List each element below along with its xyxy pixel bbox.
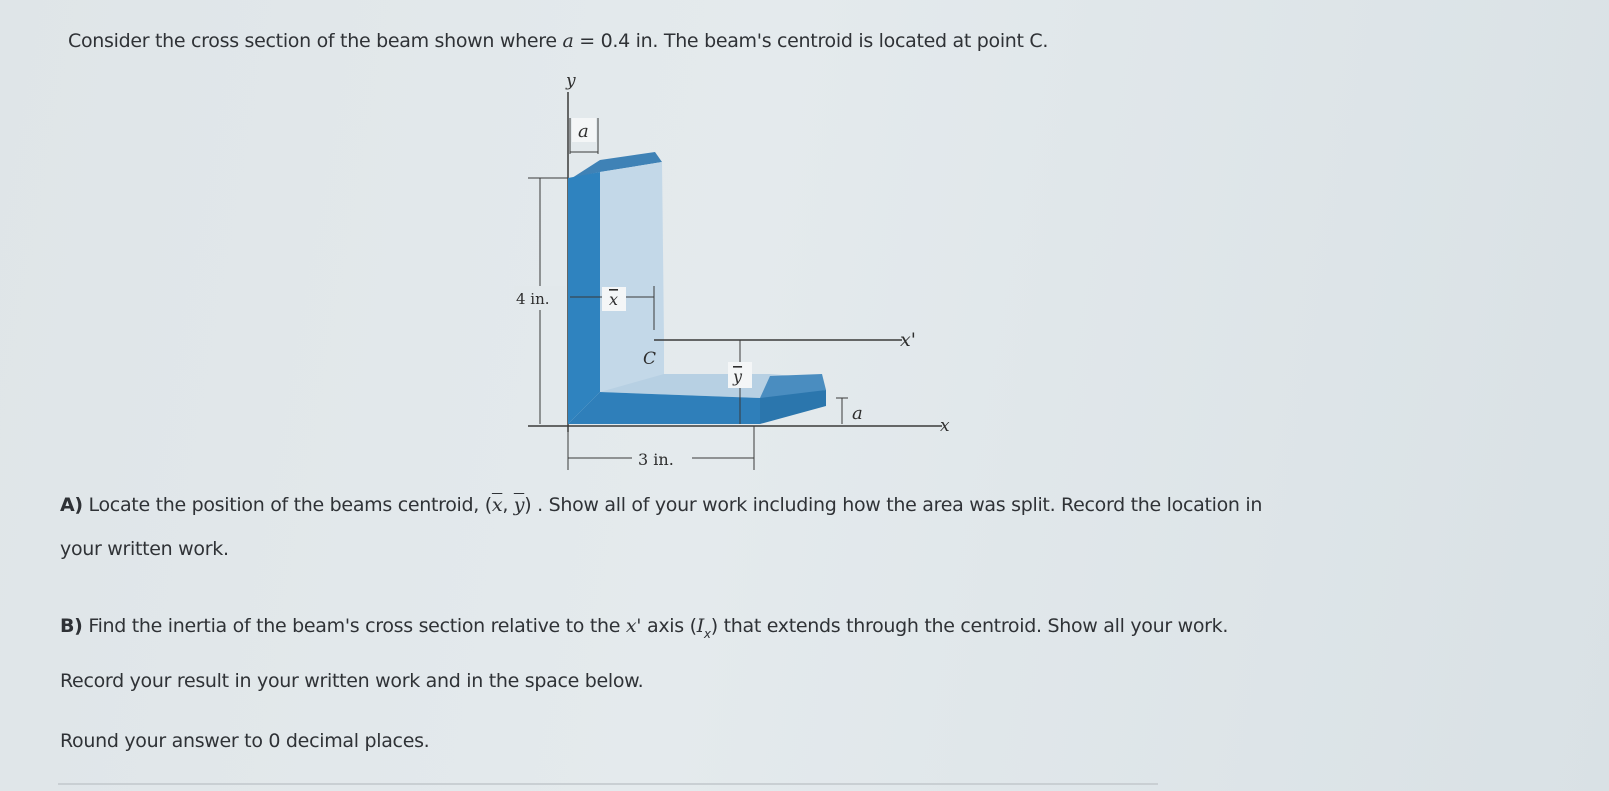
dim-4in-label: 4 in. [516,290,550,308]
part-b-text-3: ) that extends through the centroid. Show all your work. [710,615,1229,637]
intro-after: = 0.4 in. The beam's centroid is located at point C. [573,30,1049,52]
round-note: Round your answer to 0 decimal places. [60,730,430,752]
part-a-text-1: Locate the position of the beams centroid, ( [82,494,492,516]
dim-ybar-label: y [733,367,743,386]
answer-box-top-edge[interactable] [58,783,1158,785]
part-b-label: B) [60,615,83,637]
dim-a-top-label: a [578,121,589,142]
x-axis-label: x [940,416,950,436]
centroid-label: C [643,349,657,369]
part-b-line1 [60,615,1229,641]
intro-before: Consider the cross section of the beam shown where [68,30,563,52]
dim-a-right-label: a [852,403,863,424]
part-b-axis: x' [625,615,642,637]
section-vertical-front [568,172,600,424]
part-b-line2: Record your result in your written work and in the space below. [60,670,644,692]
beam-cross-section-figure [510,70,970,480]
y-axis-label: y [566,71,576,91]
part-a-ybar: $\overline{y}$ [513,494,525,516]
dim-xbar-label: x [609,290,619,309]
part-a-line1 [60,494,1262,516]
part-b-inertia-subscript: x [703,627,711,641]
part-a-comma: , [502,494,514,516]
part-b-text-1: Find the inertia of the beam's cross section relative to the [82,615,626,637]
part-a-xbar: $\overline{x}$ [491,494,503,516]
intro-var: a [562,30,574,52]
part-a-text-2: ) . Show all of your work including how the area was split. Record the location in [524,494,1263,516]
dim-3in-label: 3 in. [638,450,674,469]
problem-intro [68,30,1048,52]
part-a-label: A) [60,494,83,516]
part-b-text-2: axis ( [641,615,697,637]
xprime-axis-label: x' [900,329,916,351]
part-b-inertia-symbol: I [696,615,704,637]
part-a-line2: your written work. [60,538,229,560]
